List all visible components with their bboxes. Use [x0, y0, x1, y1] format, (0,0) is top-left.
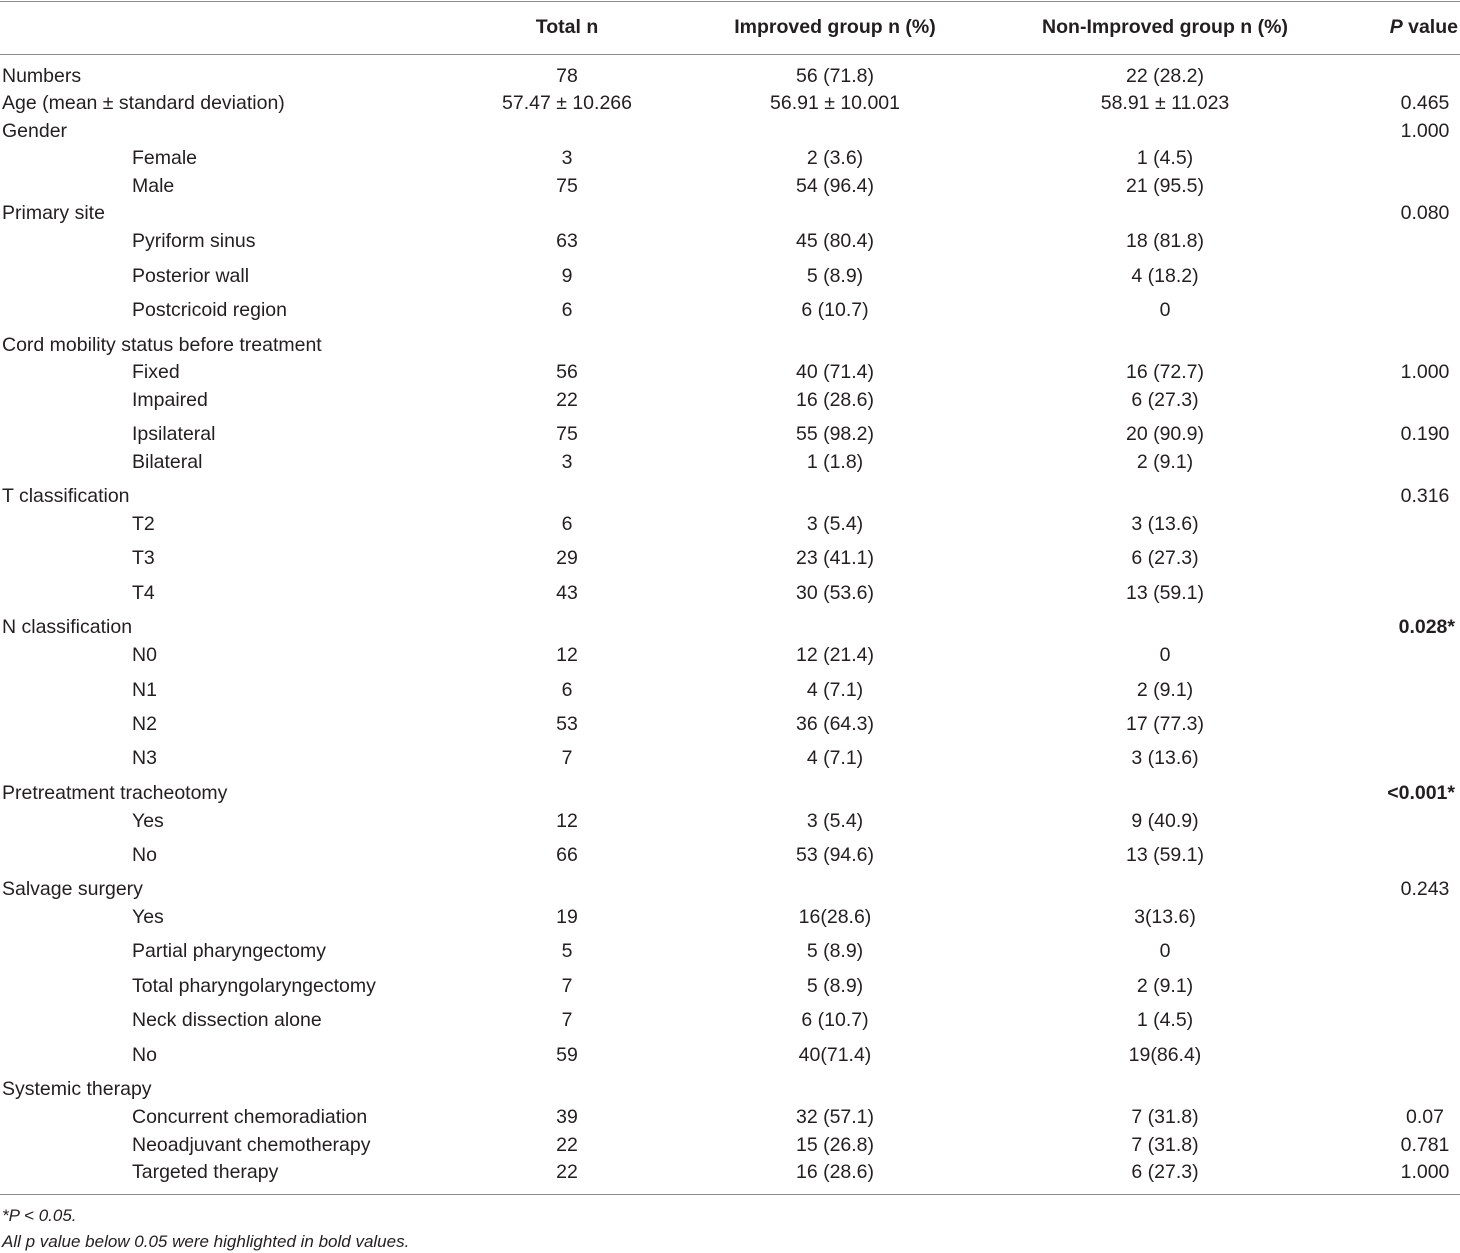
row-label: Total pharyngolaryngectomy	[132, 975, 376, 997]
cell-improved: 40(71.4)	[798, 1044, 872, 1066]
cell-total: 3	[561, 451, 573, 473]
cell-total: 29	[556, 547, 578, 569]
table-header-rule	[0, 54, 1460, 55]
row-label: Pretreatment tracheotomy	[2, 782, 228, 804]
cell-total: 56	[556, 361, 578, 383]
cell-improved: 16 (28.6)	[795, 1161, 875, 1183]
table-row	[0, 387, 1460, 413]
row-label: T2	[132, 513, 155, 535]
row-label: Pyriform sinus	[132, 230, 256, 252]
cell-non-improved: 18 (81.8)	[1125, 230, 1205, 252]
table-row	[0, 359, 1460, 385]
cell-non-improved: 7 (31.8)	[1131, 1106, 1199, 1128]
cell-total: 12	[556, 644, 578, 666]
row-label: Fixed	[132, 361, 180, 383]
cell-non-improved: 3(13.6)	[1134, 906, 1196, 928]
cell-total: 6	[561, 299, 573, 321]
table-row	[0, 780, 1460, 806]
table-row	[0, 808, 1460, 834]
cell-improved: 53 (94.6)	[795, 844, 875, 866]
cell-non-improved: 3 (13.6)	[1131, 747, 1199, 769]
table-row	[0, 332, 1460, 358]
cell-non-improved: 0	[1159, 299, 1171, 321]
table-row	[0, 90, 1460, 116]
cell-non-improved: 20 (90.9)	[1125, 423, 1205, 445]
row-label: N2	[132, 713, 157, 735]
cell-improved: 56.91 ± 10.001	[770, 92, 900, 114]
cell-non-improved: 13 (59.1)	[1125, 844, 1205, 866]
cell-total: 75	[556, 423, 578, 445]
table-row	[0, 200, 1460, 226]
cell-improved: 56 (71.8)	[795, 65, 875, 87]
cell-improved: 5 (8.9)	[806, 265, 864, 287]
cell-improved: 45 (80.4)	[795, 230, 875, 252]
table-row	[0, 904, 1460, 930]
cell-p-value: 0.781	[1400, 1134, 1450, 1156]
cell-total: 22	[556, 389, 578, 411]
cell-non-improved: 16 (72.7)	[1125, 361, 1205, 383]
table-row	[0, 511, 1460, 537]
cell-improved: 4 (7.1)	[806, 747, 864, 769]
cell-p-value: 1.000	[1400, 120, 1450, 142]
table-row	[0, 1104, 1460, 1130]
footnote-significance: *P < 0.05.	[2, 1206, 77, 1225]
row-label: Systemic therapy	[2, 1078, 152, 1100]
cell-improved: 6 (10.7)	[801, 299, 869, 321]
table-row	[0, 580, 1460, 606]
row-label: Postcricoid region	[132, 299, 287, 321]
row-label: Targeted therapy	[132, 1161, 279, 1183]
row-label: No	[132, 1044, 157, 1066]
table-row	[0, 1159, 1460, 1185]
cell-non-improved: 21 (95.5)	[1125, 175, 1205, 197]
cell-p-value: 0.080	[1400, 202, 1450, 224]
cell-improved: 15 (26.8)	[795, 1134, 875, 1156]
row-label: Posterior wall	[132, 265, 250, 287]
cell-total: 6	[561, 679, 573, 701]
table-row	[0, 677, 1460, 703]
row-label: Female	[132, 147, 198, 169]
cell-non-improved: 6 (27.3)	[1131, 389, 1199, 411]
table-row	[0, 421, 1460, 447]
cell-non-improved: 3 (13.6)	[1131, 513, 1199, 535]
table-row	[0, 63, 1460, 89]
cell-non-improved: 58.91 ± 11.023	[1100, 92, 1230, 114]
cell-improved: 16 (28.6)	[795, 389, 875, 411]
cell-non-improved: 13 (59.1)	[1125, 582, 1205, 604]
cell-non-improved: 22 (28.2)	[1125, 65, 1205, 87]
cell-improved: 54 (96.4)	[795, 175, 875, 197]
cell-total: 9	[561, 265, 573, 287]
row-label: T classification	[2, 485, 130, 507]
cell-total: 3	[561, 147, 573, 169]
cell-total: 7	[561, 1009, 573, 1031]
row-label: Concurrent chemoradiation	[132, 1106, 368, 1128]
cell-improved: 4 (7.1)	[806, 679, 864, 701]
table-row	[0, 263, 1460, 289]
table-row	[0, 642, 1460, 668]
cell-non-improved: 2 (9.1)	[1136, 451, 1194, 473]
table-row	[0, 1076, 1460, 1102]
cell-p-value: 1.000	[1400, 1161, 1450, 1183]
row-label: No	[132, 844, 157, 866]
row-label: Yes	[132, 906, 164, 928]
cell-non-improved: 7 (31.8)	[1131, 1134, 1199, 1156]
header-improved: Improved group n (%)	[734, 16, 936, 38]
header-total: Total n	[535, 16, 599, 38]
cell-total: 22	[556, 1134, 578, 1156]
cell-total: 39	[556, 1106, 578, 1128]
table-row	[0, 228, 1460, 254]
cell-improved: 3 (5.4)	[806, 810, 864, 832]
table-row	[0, 973, 1460, 999]
row-label: Primary site	[2, 202, 105, 224]
cell-non-improved: 6 (27.3)	[1131, 547, 1199, 569]
cell-p-value: 0.316	[1400, 485, 1450, 507]
row-label: Neoadjuvant chemotherapy	[132, 1134, 371, 1156]
row-label: Neck dissection alone	[132, 1009, 322, 1031]
cell-total: 6	[561, 513, 573, 535]
row-label: Male	[132, 175, 175, 197]
cell-improved: 40 (71.4)	[795, 361, 875, 383]
cell-improved: 32 (57.1)	[795, 1106, 875, 1128]
cell-p-value: 0.465	[1400, 92, 1450, 114]
table-row	[0, 545, 1460, 571]
table-row	[0, 711, 1460, 737]
cell-improved: 2 (3.6)	[806, 147, 864, 169]
cell-improved: 3 (5.4)	[806, 513, 864, 535]
cell-non-improved: 2 (9.1)	[1136, 975, 1194, 997]
table-row	[0, 449, 1460, 475]
table-row	[0, 118, 1460, 144]
row-label: Cord mobility status before treatment	[2, 334, 322, 356]
cell-p-value: 0.07	[1406, 1106, 1444, 1128]
row-label: Salvage surgery	[2, 878, 143, 900]
cell-p-value: <0.001*	[1387, 782, 1455, 804]
cell-non-improved: 0	[1159, 644, 1171, 666]
cell-total: 66	[556, 844, 578, 866]
cell-total: 7	[561, 747, 573, 769]
table-row	[0, 842, 1460, 868]
row-label: Bilateral	[132, 451, 203, 473]
row-label: Impaired	[132, 389, 208, 411]
cell-non-improved: 17 (77.3)	[1125, 713, 1205, 735]
cell-total: 19	[556, 906, 578, 928]
header-non-improved: Non-Improved group n (%)	[1042, 16, 1288, 38]
cell-improved: 6 (10.7)	[801, 1009, 869, 1031]
cell-total: 7	[561, 975, 573, 997]
cell-improved: 5 (8.9)	[806, 975, 864, 997]
row-label: Age (mean ± standard deviation)	[2, 92, 285, 114]
cell-improved: 23 (41.1)	[795, 547, 875, 569]
cell-non-improved: 1 (4.5)	[1136, 1009, 1194, 1031]
cell-total: 12	[556, 810, 578, 832]
cell-total: 43	[556, 582, 578, 604]
cell-improved: 1 (1.8)	[806, 451, 864, 473]
cell-non-improved: 19(86.4)	[1128, 1044, 1202, 1066]
cell-improved: 16(28.6)	[798, 906, 872, 928]
row-label: Yes	[132, 810, 164, 832]
cell-improved: 12 (21.4)	[795, 644, 875, 666]
header-p-rest: value	[1402, 16, 1458, 38]
cell-non-improved: 1 (4.5)	[1136, 147, 1194, 169]
cell-improved: 55 (98.2)	[795, 423, 875, 445]
row-label: Numbers	[2, 65, 82, 87]
cell-p-value: 0.190	[1400, 423, 1450, 445]
cell-non-improved: 9 (40.9)	[1131, 810, 1199, 832]
table-row	[0, 745, 1460, 771]
cell-improved: 36 (64.3)	[795, 713, 875, 735]
row-label: N classification	[2, 616, 133, 638]
cell-total: 5	[561, 940, 573, 962]
table-row	[0, 614, 1460, 640]
row-label: N0	[132, 644, 157, 666]
cell-non-improved: 0	[1159, 940, 1171, 962]
cell-total: 75	[556, 175, 578, 197]
table-row	[0, 876, 1460, 902]
cell-p-value: 0.243	[1400, 878, 1450, 900]
table-row	[0, 297, 1460, 323]
header-p-italic: P	[1389, 16, 1403, 38]
cell-improved: 5 (8.9)	[806, 940, 864, 962]
row-label: Ipsilateral	[132, 423, 216, 445]
header-p-value	[1390, 14, 1458, 40]
table-row	[0, 1042, 1460, 1068]
cell-improved: 30 (53.6)	[795, 582, 875, 604]
table-row	[0, 483, 1460, 509]
table-row	[0, 173, 1460, 199]
row-label: Partial pharyngectomy	[132, 940, 327, 962]
cell-non-improved: 2 (9.1)	[1136, 679, 1194, 701]
table-row	[0, 145, 1460, 171]
row-label: T4	[132, 582, 155, 604]
cell-total: 53	[556, 713, 578, 735]
table-row	[0, 1007, 1460, 1033]
cell-p-value: 1.000	[1400, 361, 1450, 383]
cell-p-value: 0.028*	[1398, 616, 1455, 638]
table-row	[0, 1132, 1460, 1158]
cell-total: 57.47 ± 10.266	[502, 92, 632, 114]
table-top-rule	[0, 1, 1460, 2]
footnote-bold: All p value below 0.05 were highlighted in bold values.	[2, 1232, 410, 1251]
cell-total: 78	[556, 65, 578, 87]
cell-non-improved: 6 (27.3)	[1131, 1161, 1199, 1183]
cell-total: 22	[556, 1161, 578, 1183]
cell-total: 63	[556, 230, 578, 252]
row-label: Gender	[2, 120, 68, 142]
cell-total: 59	[556, 1044, 578, 1066]
row-label: N3	[132, 747, 157, 769]
table-bottom-rule	[0, 1194, 1460, 1195]
row-label: T3	[132, 547, 155, 569]
cell-non-improved: 4 (18.2)	[1131, 265, 1199, 287]
row-label: N1	[132, 679, 157, 701]
table-row	[0, 938, 1460, 964]
